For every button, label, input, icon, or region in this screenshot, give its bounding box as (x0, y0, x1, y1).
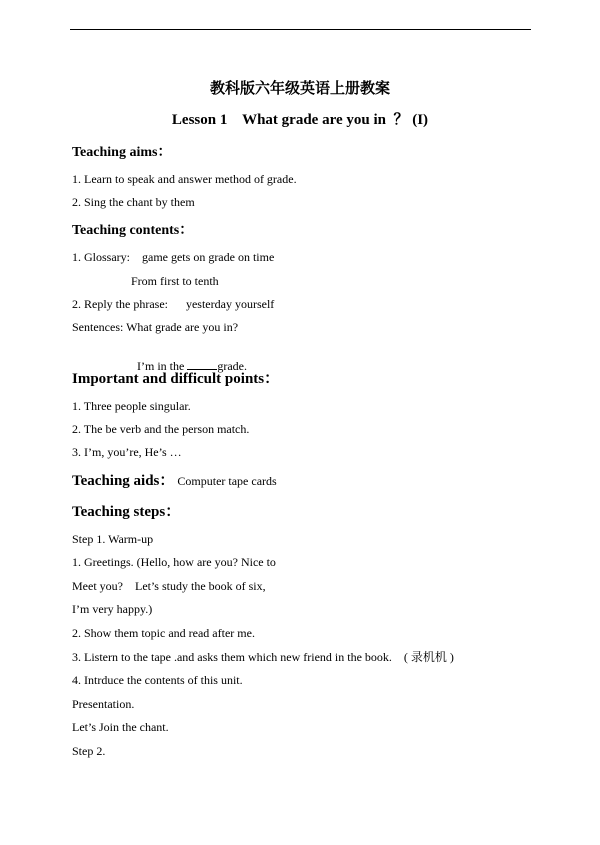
answer-suffix: grade. (217, 359, 247, 373)
step-line: 4. Intrduce the contents of this unit. (72, 673, 243, 687)
answer-line (131, 344, 247, 373)
reply-line: 2. Reply the phrase: yesterday yourself (72, 297, 275, 311)
step-line: Presentation. (72, 697, 135, 711)
step-line: 2. Show them topic and read after me. (72, 626, 255, 640)
lesson-title: Lesson 1 What grade are you in ？ (I) (171, 112, 429, 128)
answer-blank (187, 358, 217, 370)
header-rule (70, 29, 531, 30)
step-line: Meet you? Let’s study the book of six, (72, 579, 266, 593)
answer-prefix: I’m in the (137, 359, 188, 373)
step-line: 3. Listern to the tape .and asks them which new friend in the book. ( 录机机 ) (72, 650, 454, 664)
step-line: I’m very happy.) (72, 602, 153, 616)
aim-item: 1. Learn to speak and answer method of grade. (72, 172, 297, 186)
glossary-line-2: From first to tenth (131, 274, 219, 288)
point-item: 1. Three people singular. (72, 399, 191, 413)
glossary-line: 1. Glossary: game gets on grade on time (72, 250, 275, 264)
section-aids (72, 473, 277, 490)
aids-text: Computer tape cards (174, 474, 277, 488)
section-heading-aims: Teaching aims： (72, 145, 172, 160)
section-heading-steps: Teaching steps： (72, 504, 181, 520)
document-title-chinese: 教科版六年级英语上册教案 (209, 79, 390, 97)
step-line: Step 2. (72, 744, 106, 758)
section-heading-aids: Teaching aids： (72, 473, 175, 489)
point-item: 2. The be verb and the person match. (72, 422, 250, 436)
aim-item: 2. Sing the chant by them (72, 195, 195, 209)
point-item: 3. I’m, you’re, He’s … (72, 445, 182, 459)
sentences-line: Sentences: What grade are you in? (72, 320, 239, 334)
step-line: Step 1. Warm-up (72, 532, 154, 546)
step-line: 1. Greetings. (Hello, how are you? Nice to (72, 555, 276, 569)
step-line: Let’s Join the chant. (72, 720, 169, 734)
section-heading-points: Important and difficult points： (72, 371, 280, 387)
section-heading-contents: Teaching contents： (72, 223, 194, 238)
